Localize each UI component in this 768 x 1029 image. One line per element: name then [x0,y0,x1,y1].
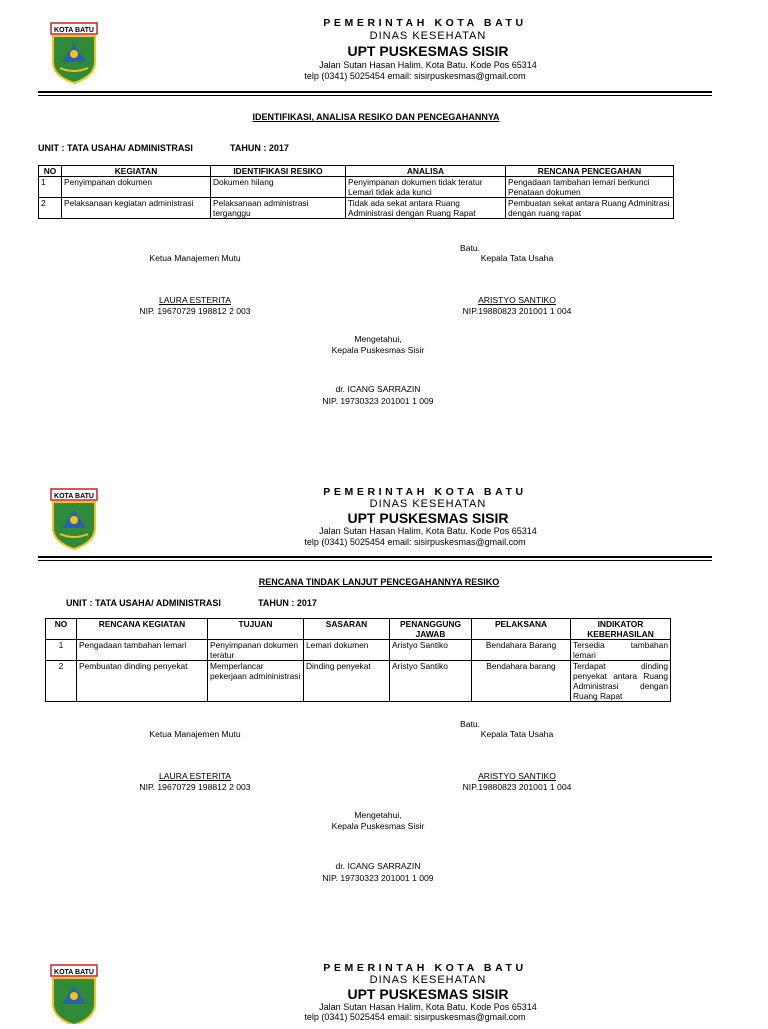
gov-name: PEMERINTAH KOTA BATU [323,962,527,974]
cell: Penyimpanan dokumen tidak teratur Lemari tidak ada kunci [346,177,506,198]
org-address: Jalan Sutan Hasan Halim, Kota Batu. Kode Pos 65314 [319,60,537,70]
cell: Pengadaan tambahan lemari [77,640,208,661]
cell: Pembuatan sekat antara Ruang Adminitrasi dengan ruang rapat [506,198,674,219]
doc2-year: TAHUN : 2017 [258,598,317,608]
org-name: UPT PUSKESMAS SISIR [347,43,509,59]
cell: Dinding penyekat [304,661,390,702]
cell: Tidak ada sekat antara Ruang Administrasi dengan Ruang Rapat [346,198,506,219]
cell: Tersedia tambahan lemari [571,640,671,661]
logo-text: KOTA BATU [54,969,94,976]
sig-ack: Mengetahui, [354,810,402,820]
col-tujuan: TUJUAN [208,619,304,640]
org-contact: telp (0341) 5025454 email: sisirpuskesmas@gmail.com [304,537,526,547]
gov-name: PEMERINTAH KOTA BATU [323,17,527,29]
org-contact: telp (0341) 5025454 email: sisirpuskesmas@gmail.com [304,1012,526,1022]
cell: Pembuatan dinding penyekat [77,661,208,702]
table-row [46,661,671,702]
col-no: NO [39,166,62,177]
sig-left-role: Ketua Manajemen Mutu [149,253,241,263]
sig-left-nip: NIP. 19670729 198812 2 003 [139,782,251,792]
sig-head-name: dr. ICANG SARRAZIN [335,384,421,394]
sig-place: Batu. [460,719,481,729]
cell: Penyimpanan dokumen [62,177,211,198]
cell: 2 [46,661,77,702]
cell: Memperlancar pekerjaan admininistrasi [208,661,304,702]
table-row [39,198,674,219]
col-indikator: INDIKATOR KEBERHASILAN [571,619,671,640]
col-kegiatan: KEGIATAN [62,166,211,177]
col-no: NO [46,619,77,640]
sig-left-name: LAURA ESTERITA [159,771,231,781]
org-address: Jalan Sutan Hasan Halim, Kota Batu. Kode Pos 65314 [319,1002,537,1012]
table-header-row [46,619,671,640]
logo-text: KOTA BATU [54,27,94,34]
cell: Penyimpanan dokumen teratur [208,640,304,661]
sig-ack: Mengetahui, [354,334,402,344]
cell: Dokumen hilang [211,177,346,198]
header-rule [38,91,712,93]
table-header-row [39,166,674,177]
table-row [46,640,671,661]
cell: Bendahara barang [472,661,571,702]
sig-head-nip: NIP. 19730323 201001 1 009 [322,396,434,406]
sig-left-role: Ketua Manajemen Mutu [149,729,241,739]
header-rule-thin [38,95,712,96]
dept-name: DINAS KESEHATAN [369,30,487,42]
gov-name: PEMERINTAH KOTA BATU [323,486,527,498]
sig-head-role: Kepala Puskesmas Sisir [331,345,425,355]
doc2-unit: UNIT : TATA USAHA/ ADMINISTRASI [66,598,221,608]
sig-head-name: dr. ICANG SARRAZIN [335,861,421,871]
header-rule [38,556,712,558]
cell: 1 [39,177,62,198]
cell: Aristyo Santiko [390,640,472,661]
sig-right-role: Kepala Tata Usaha [480,729,554,739]
col-sasaran: SASARAN [304,619,390,640]
sig-head-nip: NIP. 19730323 201001 1 009 [322,873,434,883]
logo-text: KOTA BATU [54,493,94,500]
cell: Aristyo Santiko [390,661,472,702]
cell: Pelaksanaan kegiatan administrasi [62,198,211,219]
col-analisa: ANALISA [346,166,506,177]
cell: Lemari dokumen [304,640,390,661]
doc2-table [45,618,671,702]
table-row [39,177,674,198]
cell: Pelaksanaan administrasi terganggu [211,198,346,219]
col-rencana: RENCANA PENCEGAHAN [506,166,674,177]
cell: Bendahara Barang [472,640,571,661]
sig-right-name: ARISTYO SANTIKO [478,295,556,305]
sig-head-role: Kepala Puskesmas Sisir [331,821,425,831]
col-penanggung-jawab: PENANGGUNG JAWAB [390,619,472,640]
header-rule-thin [38,560,712,561]
doc1-unit: UNIT : TATA USAHA/ ADMINISTRASI [38,143,193,153]
doc1-table [38,165,674,219]
dept-name: DINAS KESEHATAN [369,974,487,986]
cell: Terdapat dinding penyekat antara Ruang Administrasi dengan Ruang Rapat [571,661,671,702]
sig-place: Batu. [460,243,481,253]
org-contact: telp (0341) 5025454 email: sisirpuskesmas@gmail.com [304,71,526,81]
doc2-title: RENCANA TINDAK LANJUT PENCEGAHANNYA RESIKO [258,577,500,587]
org-name: UPT PUSKESMAS SISIR [347,510,509,526]
col-identifikasi: IDENTIFIKASI RESIKO [211,166,346,177]
sig-right-nip: NIP.19880823 201001 1 004 [462,306,572,316]
sig-right-name: ARISTYO SANTIKO [478,771,556,781]
dept-name: DINAS KESEHATAN [369,498,487,510]
col-rencana-kegiatan: RENCANA KEGIATAN [77,619,208,640]
cell: 1 [46,640,77,661]
doc1-title: IDENTIFIKASI, ANALISA RESIKO DAN PENCEGAHANNYA [252,112,500,122]
org-name: UPT PUSKESMAS SISIR [347,986,509,1002]
cell: 2 [39,198,62,219]
col-pelaksana: PELAKSANA [472,619,571,640]
doc1-year: TAHUN : 2017 [230,143,289,153]
sig-right-role: Kepala Tata Usaha [480,253,554,263]
cell: Pengadaan tambahan lemari berkunci Penataan dokumen [506,177,674,198]
sig-left-name: LAURA ESTERITA [159,295,231,305]
org-address: Jalan Sutan Hasan Halim, Kota Batu. Kode Pos 65314 [319,526,537,536]
sig-left-nip: NIP. 19670729 198812 2 003 [139,306,251,316]
sig-right-nip: NIP.19880823 201001 1 004 [462,782,572,792]
